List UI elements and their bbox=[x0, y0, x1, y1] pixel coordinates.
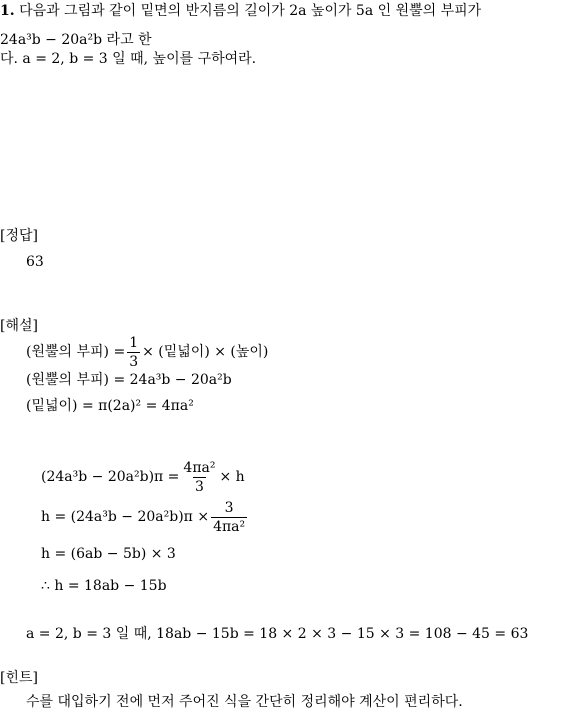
l1-left: (원뿔의 부피) = bbox=[26, 344, 126, 360]
problem-number: 1. bbox=[0, 3, 15, 19]
fraction-3-over-4pia2 bbox=[211, 501, 247, 534]
fraction-4pia2-over-3 bbox=[181, 461, 217, 494]
final-computation: a = 2, b = 3 일 때, 18ab − 15b = 18 × 2 × 3 − 15 × 3 = 108 − 45 = 63 bbox=[26, 626, 529, 642]
equation-4: ∴ h = 18ab − 15b bbox=[41, 578, 167, 594]
answer-value: 63 bbox=[26, 254, 44, 270]
frac-denominator: 4πa² bbox=[213, 518, 246, 535]
frac-numerator: 4πa² bbox=[183, 459, 216, 476]
explanation-line-1 bbox=[26, 336, 268, 368]
equation-1 bbox=[41, 457, 245, 497]
frac-denominator: 3 bbox=[195, 478, 204, 495]
problem-text-2: 24a³b − 20a²b 라고 한 bbox=[0, 32, 152, 48]
hint-label: [힌트] bbox=[0, 670, 38, 686]
frac-denominator: 3 bbox=[129, 353, 139, 370]
explanation-label: [해설] bbox=[0, 318, 38, 334]
l1-right: × (밑넓이) × (높이) bbox=[142, 344, 269, 360]
e1-left: (24a³b − 20a²b)π = bbox=[41, 469, 180, 485]
problem-line-1 bbox=[0, 4, 481, 18]
fraction-one-third bbox=[127, 336, 140, 369]
frac-numerator: 1 bbox=[129, 334, 139, 351]
frac-numerator: 3 bbox=[224, 499, 234, 516]
e2-left: h = (24a³b − 20a²b)π × bbox=[41, 509, 210, 525]
e1-right: × h bbox=[219, 469, 245, 485]
explanation-line-3: (밑넓이) = π(2a)² = 4πa² bbox=[26, 398, 194, 414]
explanation-line-2: (원뿔의 부피) = 24a³b − 20a²b bbox=[26, 372, 232, 388]
equation-2 bbox=[41, 497, 249, 537]
hint-text: 수를 대입하기 전에 먼저 주어진 식을 간단히 정리해야 계산이 편리하다. bbox=[26, 694, 463, 710]
equation-3: h = (6ab − 5b) × 3 bbox=[41, 546, 176, 562]
problem-text-1: 다음과 그림과 같이 밑면의 반지름의 길이가 2a 높이가 5a 인 원뿔의 부피가 bbox=[19, 3, 482, 19]
problem-text-3: 다. a = 2, b = 3 일 때, 높이를 구하여라. bbox=[0, 51, 257, 67]
answer-label: [정답] bbox=[0, 228, 38, 244]
